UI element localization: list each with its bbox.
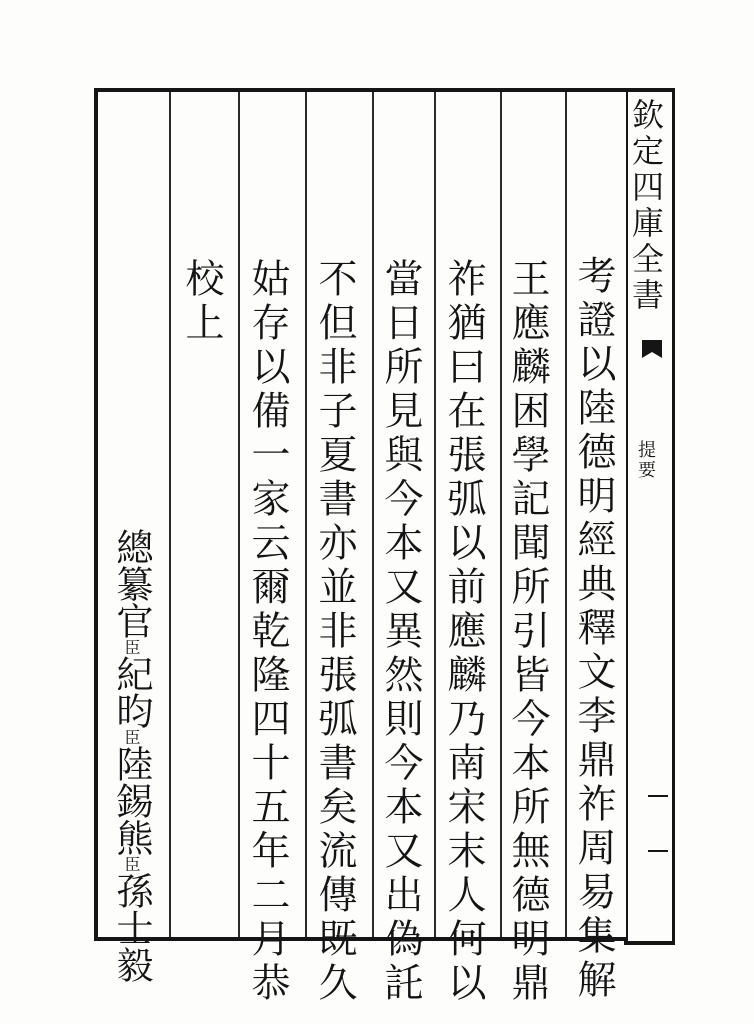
column-rule <box>500 92 502 937</box>
text-column-6: 姑存以備一家云爾乾隆四十五年二月恭 <box>245 258 290 1006</box>
column-rule <box>372 92 374 937</box>
text-column-3: 祚猶曰在張弧以前應麟乃南宋末人何以 <box>441 258 486 1006</box>
column-rule <box>169 92 171 937</box>
minister-mark: 臣 <box>122 856 141 872</box>
compiler-title: 總纂官 <box>110 528 153 639</box>
text-column-1: 考證以陸德明經典釋文李鼎祚周易集解 <box>571 255 616 1003</box>
compiler-name-3: 孫士毅 <box>110 872 153 983</box>
column-rule <box>238 92 240 937</box>
text-column-2: 王應麟困學記聞所引皆今本所無德明鼎 <box>505 258 550 1006</box>
minister-mark: 臣 <box>122 639 141 655</box>
text-column-7: 校上 <box>179 258 224 346</box>
margin-tick <box>648 850 668 852</box>
minister-mark: 臣 <box>122 729 141 745</box>
compiler-credits <box>110 528 153 983</box>
column-rule <box>305 92 307 937</box>
margin-tick <box>648 795 668 797</box>
column-rule <box>565 92 567 937</box>
fishtail-mark <box>642 340 662 352</box>
compiler-name-2: 陸錫熊 <box>110 745 153 856</box>
column-rule <box>434 92 436 937</box>
text-column-5: 不但非子夏書亦並非張弧書矣流傳既久 <box>312 258 357 1006</box>
section-label: 提要 <box>635 440 656 480</box>
text-column-4: 當日所見與今本又異然則今本又出偽託 <box>378 258 423 1006</box>
book-title: 欽定四庫全書 <box>627 98 665 314</box>
compiler-name-1: 紀昀 <box>110 655 153 729</box>
